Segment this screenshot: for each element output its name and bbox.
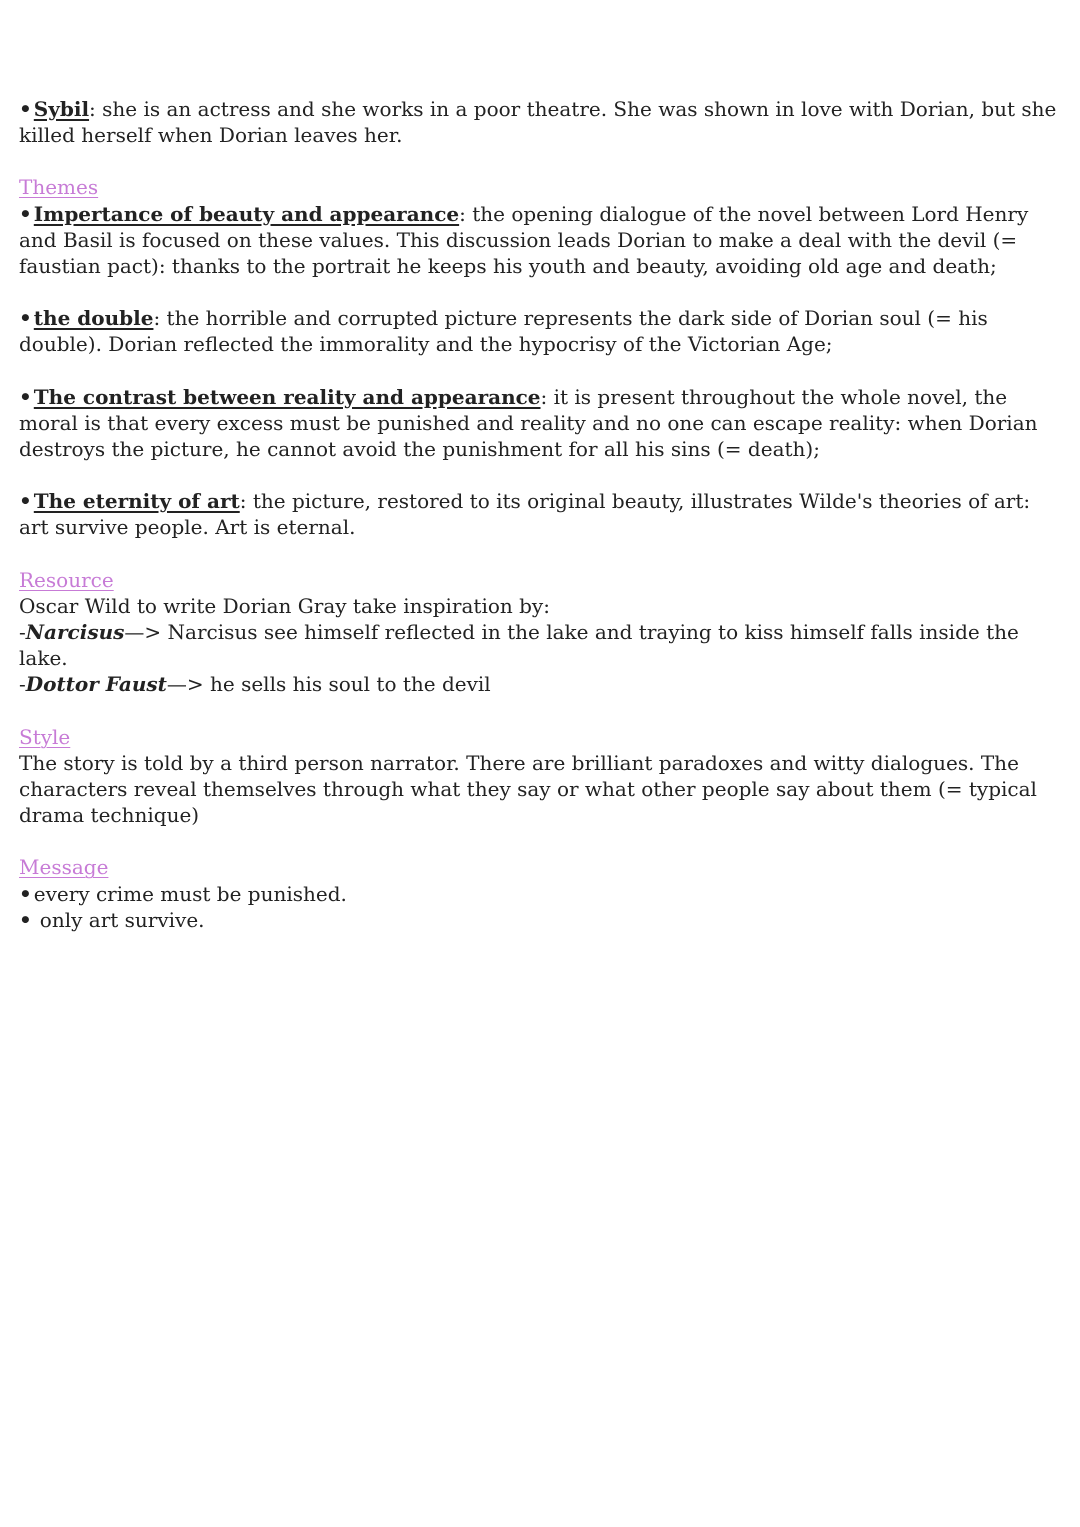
resource-description: Narcisus see himself reflected in the lake and traying to kiss himself falls inside the lake. [19,620,1019,671]
bullet: • [19,201,32,226]
term-separator: : [153,306,161,331]
theme-description: the opening dialogue of the novel between Lord Henry and Basil is focused on these values. This discussion leads Dorian to make a deal with the devil (= faustian pact): thanks to the portrait he keeps his youth and beauty, avoiding old age and death; [19,201,1029,279]
resource-item [19,619,1059,671]
theme-item [19,488,1059,540]
resource-name: Dottor Faust [25,672,167,697]
theme-term: The eternity of art [33,489,240,514]
themes-heading: Themes [19,175,99,200]
term-separator: : [459,201,466,226]
resource-description: he sells his soul to the devil [203,672,491,697]
term-separator: : [89,97,96,121]
theme-item [19,305,1059,357]
theme-item [19,201,1059,280]
term-separator: : [239,489,247,514]
theme-item [19,384,1059,463]
theme-term: Impertance of beauty and appearance [33,201,460,226]
themes-section [19,174,1059,200]
bullet: • [19,907,32,932]
bullet: • [19,881,32,906]
resource-section [19,567,1059,593]
resource-heading: Resource [19,567,114,592]
resource-intro: Oscar Wild to write Dorian Gray take inspiration by: [19,593,550,618]
character-term: Sybil [33,97,90,121]
term-separator: : [540,384,548,409]
message-item [19,881,1059,907]
style-section [19,724,1059,750]
message-text: only art survive. [39,907,205,932]
style-heading: Style [19,724,71,749]
bullet: • [19,384,32,409]
theme-term: The contrast between reality and appearance [33,384,541,409]
theme-term: the double [33,306,154,331]
message-section [19,854,1059,880]
message-item [19,907,1059,933]
bullet: • [19,489,32,514]
theme-description: it is present throughout the whole novel, the moral is that every excess must be punished and reality and no one can escape reality: when Dorian destroys the picture, he cannot avoid the punishment for all his sins (= death); [19,384,1038,462]
message-heading: Message [19,855,109,880]
resource-arrow: —> [166,672,204,697]
resource-item [19,671,1059,697]
message-text: every crime must be punished. [33,881,347,906]
resource-prefix: - [19,672,26,697]
theme-description: the horrible and corrupted picture represents the dark side of Dorian soul (= his double). Dorian reflected the immorality and the hypocrisy of the Victorian Age; [19,306,988,357]
resource-arrow: —> [124,620,162,645]
character-sybil [19,96,1059,148]
theme-description: the picture, restored to its original beauty, illustrates Wilde's theories of art: art survive people. Art is eternal. [19,489,1031,540]
character-description: she is an actress and she works in a poor theatre. She was shown in love with Dorian, but she killed herself when Dorian leaves her. [19,97,1057,148]
resource-name: Narcisus [25,620,125,645]
bullet: • [19,97,32,121]
style-text: The story is told by a third person narrator. There are brilliant paradoxes and witty dialogues. The characters reveal themselves through what they say or what other people say about them (= typical drama technique) [19,750,1037,828]
resource-prefix: - [19,620,26,645]
bullet: • [19,306,32,331]
notes-page [19,96,1059,933]
